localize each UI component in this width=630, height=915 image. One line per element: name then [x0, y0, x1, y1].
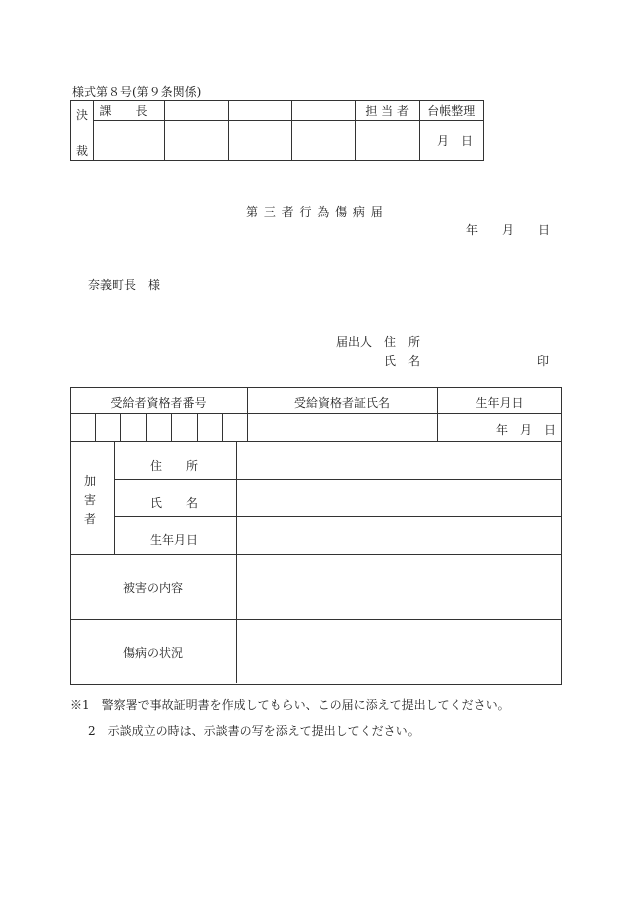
- approval-blank: [292, 101, 356, 121]
- approval-blank: [164, 101, 228, 121]
- kessai-cell: [71, 101, 94, 161]
- approval-seal-box[interactable]: [228, 121, 292, 161]
- kessai-char-2: 裁: [76, 143, 89, 158]
- assailant-name-label: 氏 名: [150, 496, 199, 510]
- applicant-name-label: 氏 名: [384, 354, 421, 368]
- recipient-name-field[interactable]: [248, 414, 436, 440]
- damage-label: 被害の内容: [122, 581, 183, 595]
- approval-seal-box[interactable]: [292, 121, 356, 161]
- main-table: [70, 387, 562, 685]
- daicho-label: 台帳整理: [419, 101, 483, 121]
- approval-table: [70, 100, 484, 161]
- note-1: ※1 警察署で事故証明書を作成してもらい、この届に添えて提出してください。: [70, 698, 510, 712]
- assailant-name-field[interactable]: [237, 480, 561, 515]
- addressee: 奈義町長 様: [88, 278, 161, 292]
- daicho-date: 月 日: [419, 121, 483, 161]
- assailant-char-3: 者: [84, 512, 97, 526]
- note-2: 2 示談成立の時は、示談書の写を添えて提出してください。: [88, 724, 420, 738]
- kacho-label: 課 長: [93, 101, 164, 121]
- form-number: 様式第８号(第９条関係): [72, 85, 202, 99]
- applicant-address-label: 住 所: [384, 335, 421, 349]
- kacho-seal-box[interactable]: [93, 121, 164, 161]
- submission-date: 年 月 日: [466, 223, 551, 237]
- assailant-char-2: 害: [84, 493, 97, 507]
- assailant-birthdate-label: 生年月日: [150, 533, 199, 547]
- assailant-address-label: 住 所: [150, 459, 199, 473]
- injury-label: 傷病の状況: [122, 646, 183, 660]
- injury-field[interactable]: [237, 620, 561, 682]
- form-title: 第 三 者 行 為 傷 病 届: [246, 205, 384, 219]
- approval-seal-box[interactable]: [164, 121, 228, 161]
- damage-field[interactable]: [237, 555, 561, 618]
- tanto-label: 担 当 者: [355, 101, 419, 121]
- assailant-birthdate-field[interactable]: [237, 517, 561, 553]
- header-recipient-name: 受給資格者証氏名: [293, 396, 390, 410]
- recipient-birthdate: 年 月 日: [496, 423, 557, 437]
- seal-mark: 印: [537, 354, 550, 368]
- header-recipient-number: 受給者資格者番号: [110, 396, 207, 410]
- header-birthdate: 生年月日: [475, 396, 524, 410]
- approval-blank: [228, 101, 292, 121]
- assailant-char-1: 加: [84, 474, 97, 488]
- kessai-char-1: 決: [76, 107, 89, 122]
- applicant-label: 届出人: [336, 335, 373, 349]
- tanto-seal-box[interactable]: [355, 121, 419, 161]
- assailant-address-field[interactable]: [237, 442, 561, 478]
